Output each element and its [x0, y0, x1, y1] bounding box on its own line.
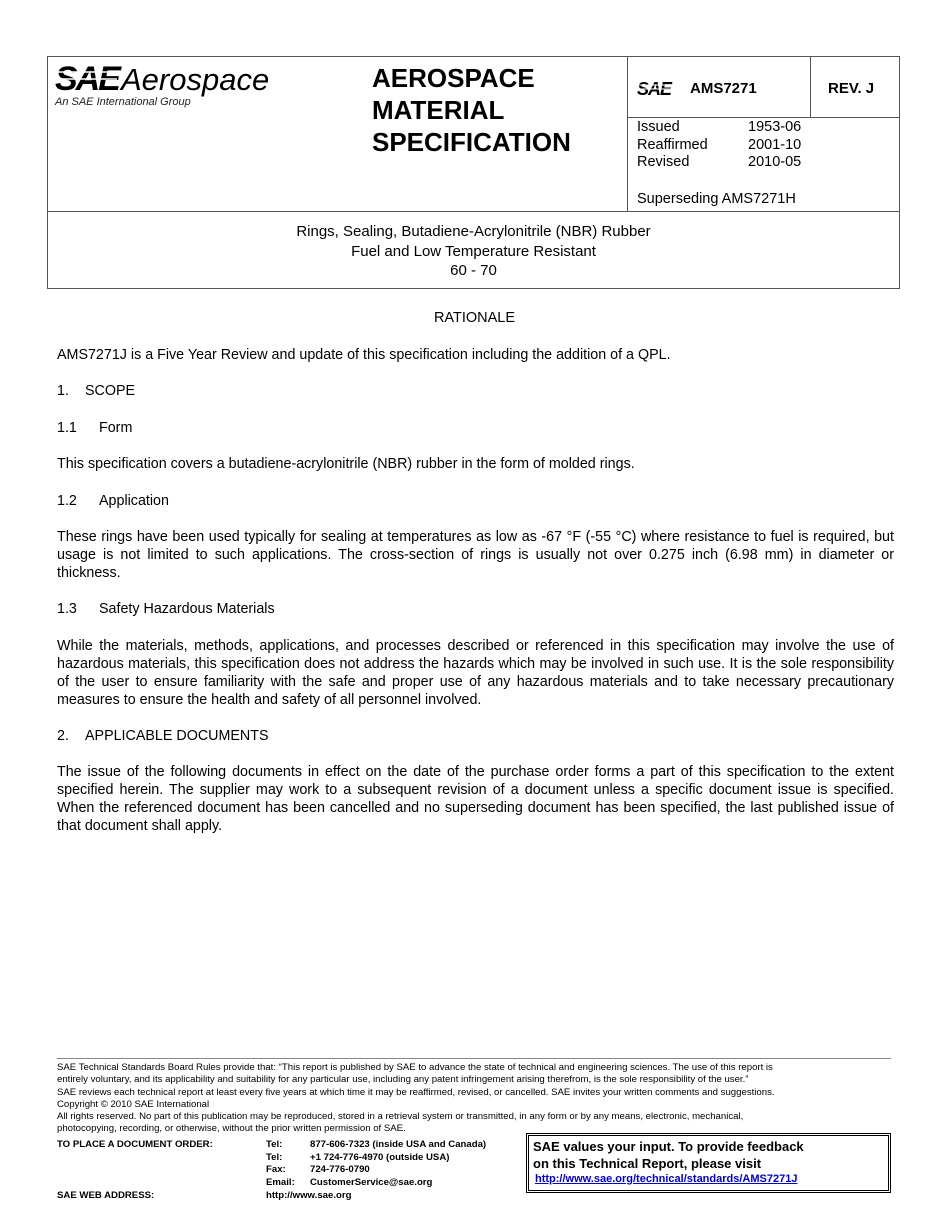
reaffirmed-date: 2001-10	[748, 136, 802, 153]
section-title: Form	[99, 420, 133, 436]
footer-line: SAE reviews each technical report at least every five years at which time it may be reaffirmed, revised, or cancelled. SAE invites your written comments and suggestions.	[57, 1086, 775, 1098]
sae-small-logo	[637, 78, 677, 98]
reaffirmed-label: Reaffirmed	[637, 136, 708, 153]
date-labels	[637, 119, 708, 172]
section-number: 2.	[57, 728, 69, 744]
section-number: 1.	[57, 383, 69, 399]
date-values	[748, 119, 801, 172]
subject-line: Rings, Sealing, Butadiene-Acrylonitrile (NBR) Rubber	[296, 223, 651, 240]
title-line: MATERIAL	[372, 95, 505, 125]
section-title: SCOPE	[85, 383, 136, 399]
subject-line: 60 - 70	[450, 262, 497, 279]
revised-date: 2010-05	[748, 154, 802, 170]
section-title: Safety Hazardous Materials	[99, 601, 275, 617]
logo-aerospace-text: Aerospace	[121, 62, 270, 97]
superseding: Superseding AMS7271H	[637, 191, 796, 207]
rationale-text: AMS7271J is a Five Year Review and update of this specification including the addition of a QPL.	[57, 347, 671, 363]
subject-line: Fuel and Low Temperature Resistant	[351, 242, 596, 260]
spec-title	[372, 62, 571, 158]
tel-value: +1 724-776-4970 (outside USA)	[310, 1151, 450, 1163]
feedback-text-line: SAE values your input. To provide feedback	[533, 1139, 804, 1154]
section-1-1-heading	[57, 419, 894, 437]
section-title: Application	[99, 493, 169, 509]
contact-labels	[266, 1139, 295, 1190]
tel-label: Tel:	[266, 1151, 283, 1163]
feedback-text-line: on this Technical Report, please visit	[533, 1156, 762, 1171]
section-1-2-heading	[57, 492, 894, 510]
title-line: SPECIFICATION	[372, 127, 571, 157]
feedback-link[interactable]: http://www.sae.org/technical/standards/AMS7271J	[535, 1173, 798, 1185]
revised-label: Revised	[637, 154, 690, 170]
section-1-heading	[57, 382, 894, 400]
order-label: TO PLACE A DOCUMENT ORDER:	[57, 1139, 213, 1150]
revision: REV. J	[828, 80, 875, 97]
header-divider-v1	[627, 56, 628, 212]
header-divider-v2	[810, 56, 811, 118]
footer-line: All rights reserved. No part of this publication may be reproduced, stored in a retrieval system or transmitted, in any form or by any means, electronic, mechanical,	[57, 1111, 744, 1123]
section-1-2-text: These rings have been used typically for sealing at temperatures as low as -67 °F (-55 °C) where resistance to fuel is required, but usage is not limited to such applications. The cross-section of rings is usually not over 0.275 inch (6.98 mm) in diameter or thickness.	[57, 529, 894, 581]
footer-rule	[57, 1058, 891, 1059]
footer-line: SAE Technical Standards Board Rules provide that: “This report is published by SAE to advance the state of technical and engineering sciences. The use of this report is	[57, 1062, 773, 1073]
section-1-3-heading	[57, 600, 894, 618]
section-number: 1.1	[57, 420, 77, 436]
web-label: SAE WEB ADDRESS:	[57, 1190, 155, 1201]
header-divider-h1	[627, 117, 900, 118]
header-divider-h2	[47, 211, 900, 212]
document-number: AMS7271	[690, 80, 757, 97]
tel-label: Tel:	[266, 1139, 283, 1150]
web-address[interactable]: http://www.sae.org	[266, 1190, 352, 1201]
section-title: APPLICABLE DOCUMENTS	[85, 728, 269, 744]
section-1-1-text: This specification covers a butadiene-acrylonitrile (NBR) rubber in the form of molded rings.	[57, 456, 635, 472]
footer-legal-text	[57, 1062, 893, 1136]
footer-line: photocopying, recording, or otherwise, without the prior written permission of SAE.	[57, 1123, 406, 1135]
fax-label: Fax:	[266, 1164, 286, 1176]
email-value[interactable]: CustomerService@sae.org	[310, 1177, 433, 1189]
title-line: AEROSPACE	[372, 63, 535, 93]
issued-date: 1953-06	[748, 119, 802, 135]
sae-small-text: SAE	[637, 79, 672, 98]
email-label: Email:	[266, 1177, 295, 1189]
rationale-heading: RATIONALE	[433, 310, 516, 326]
logo-sae-text: SAE	[55, 60, 119, 98]
section-number: 1.3	[57, 601, 77, 617]
section-1-3-text: While the materials, methods, applications, and processes described or referenced in this specification may involve the use of hazardous materials, this specification does not address the hazards which may be involved in such use. It is the sole responsibility of the user to ensure familiarity with the safe and proper use of any hazardous materials and to take necessary precautionary measures to ensure the health and safety of all personnel involved.	[57, 638, 894, 708]
document-subject	[48, 222, 899, 281]
contact-values	[310, 1139, 486, 1190]
fax-value: 724-776-0790	[310, 1164, 370, 1176]
section-2-text: The issue of the following documents in effect on the date of the purchase order forms a part of this specification to the extent specified herein. The supplier may work to a subsequent revision of a document unless a specific document issue is specified. When the referenced document has been cancelled and no superseding document has been specified, the last published issue of that document shall apply.	[57, 764, 894, 834]
logo-tagline: An SAE International Group	[55, 96, 191, 108]
footer-line: Copyright © 2010 SAE International	[57, 1098, 210, 1110]
section-number: 1.2	[57, 493, 77, 509]
tel-value: 877-606-7323 (inside USA and Canada)	[310, 1139, 487, 1150]
issued-label: Issued	[637, 119, 680, 135]
section-2-heading	[57, 727, 894, 745]
footer-line: entirely voluntary, and its applicability and suitability for any particular use, including any patent infringement arising therefrom, is the sole responsibility of the user.”	[57, 1074, 749, 1086]
